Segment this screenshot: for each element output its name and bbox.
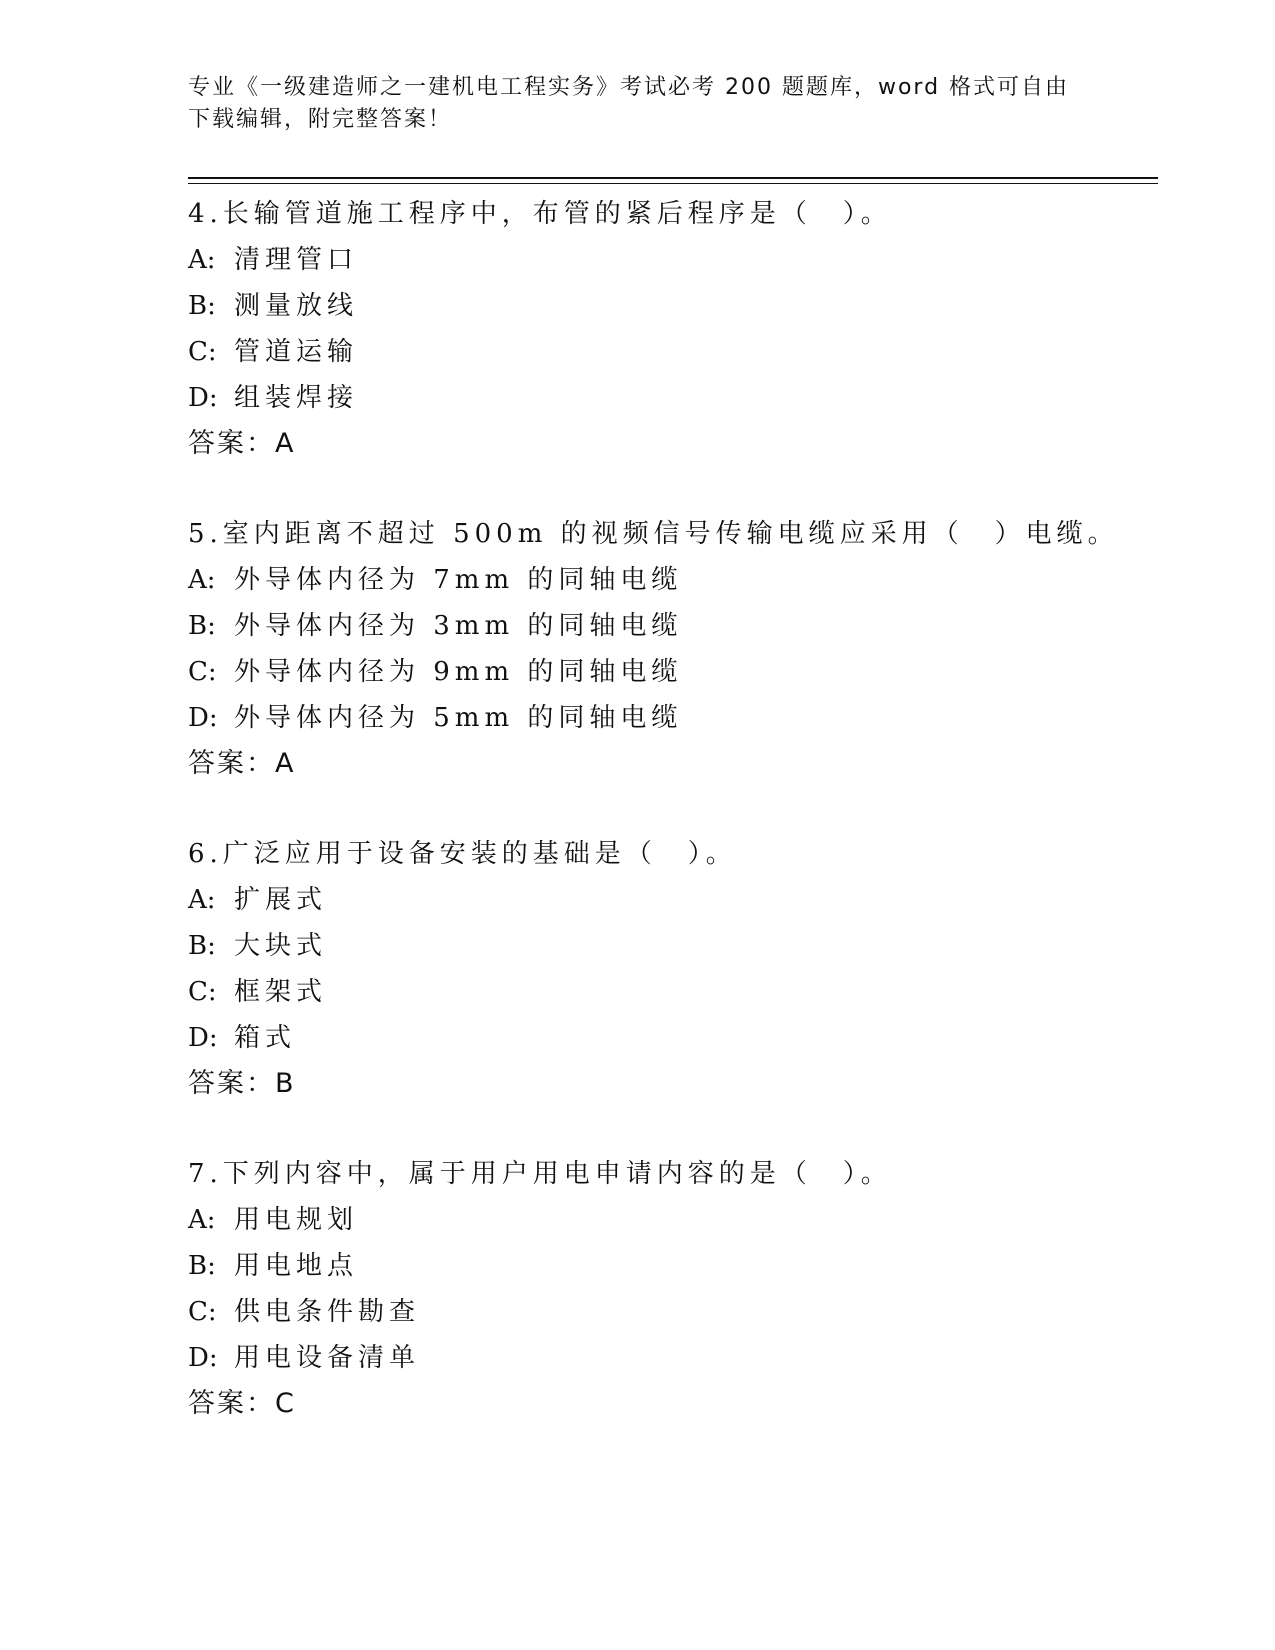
option-text: 外导体内径为 5mm 的同轴电缆 (234, 703, 683, 733)
option-text: 外导体内径为 3mm 的同轴电缆 (234, 611, 683, 641)
option-letter: B: (188, 1251, 216, 1281)
option-text: 外导体内径为 7mm 的同轴电缆 (234, 565, 683, 595)
option-letter: C: (188, 977, 217, 1007)
option-d (188, 1015, 1188, 1061)
option-letter: D: (188, 383, 218, 413)
option-text: 用电规划 (234, 1205, 359, 1235)
question-stem: 4.长输管道施工程序中，布管的紧后程序是（ ）。 (188, 199, 892, 229)
question-block (188, 831, 1188, 1107)
option-d (188, 375, 1188, 421)
header-divider-thick (188, 177, 1158, 179)
option-letter: A: (188, 245, 216, 275)
option-a (188, 877, 1188, 923)
option-text: 用电设备清单 (234, 1343, 421, 1373)
option-b (188, 923, 1188, 969)
option-letter: B: (188, 931, 216, 961)
option-text: 管道运输 (234, 337, 359, 367)
option-a (188, 1197, 1188, 1243)
option-text: 清理管口 (234, 245, 359, 275)
question-stem: 6.广泛应用于设备安装的基础是（ ）。 (188, 839, 737, 869)
option-b (188, 603, 1188, 649)
option-c (188, 1289, 1188, 1335)
option-c (188, 969, 1188, 1015)
question-stem: 5.室内距离不超过 500m 的视频信号传输电缆应采用（ ）电缆。 (188, 519, 1119, 549)
option-text: 供电条件勘查 (234, 1297, 421, 1327)
answer-line: 答案：B (188, 1068, 296, 1099)
option-text: 组装焊接 (234, 383, 359, 413)
header-line-1: 专业《一级建造师之一建机电工程实务》考试必考 200 题题库，word 格式可自由 (188, 75, 1070, 100)
question-block (188, 1151, 1188, 1427)
document-header (188, 72, 1088, 136)
option-d (188, 695, 1188, 741)
option-text: 大块式 (234, 931, 328, 961)
option-c (188, 329, 1188, 375)
question-block (188, 191, 1188, 467)
option-letter: A: (188, 565, 216, 595)
header-line-2: 下载编辑，附完整答案！ (188, 107, 453, 132)
option-text: 测量放线 (234, 291, 359, 321)
option-letter: A: (188, 1205, 216, 1235)
option-text: 框架式 (234, 977, 328, 1007)
option-letter: C: (188, 657, 217, 687)
option-b (188, 283, 1188, 329)
option-a (188, 557, 1188, 603)
option-letter: D: (188, 1343, 218, 1373)
option-text: 外导体内径为 9mm 的同轴电缆 (234, 657, 683, 687)
option-letter: C: (188, 1297, 217, 1327)
option-letter: B: (188, 291, 216, 321)
option-letter: C: (188, 337, 217, 367)
option-c (188, 649, 1188, 695)
header-divider-thin (188, 183, 1158, 184)
question-block (188, 511, 1188, 787)
option-letter: A: (188, 885, 216, 915)
option-letter: B: (188, 611, 216, 641)
option-a (188, 237, 1188, 283)
question-stem: 7.下列内容中，属于用户用电申请内容的是（ ）。 (188, 1159, 892, 1189)
option-text: 扩展式 (234, 885, 328, 915)
answer-line: 答案：A (188, 428, 296, 459)
option-letter: D: (188, 1023, 218, 1053)
option-b (188, 1243, 1188, 1289)
answer-line: 答案：C (188, 1388, 296, 1419)
option-d (188, 1335, 1188, 1381)
answer-line: 答案：A (188, 748, 296, 779)
option-text: 用电地点 (234, 1251, 359, 1281)
option-letter: D: (188, 703, 218, 733)
option-text: 箱式 (234, 1023, 297, 1053)
